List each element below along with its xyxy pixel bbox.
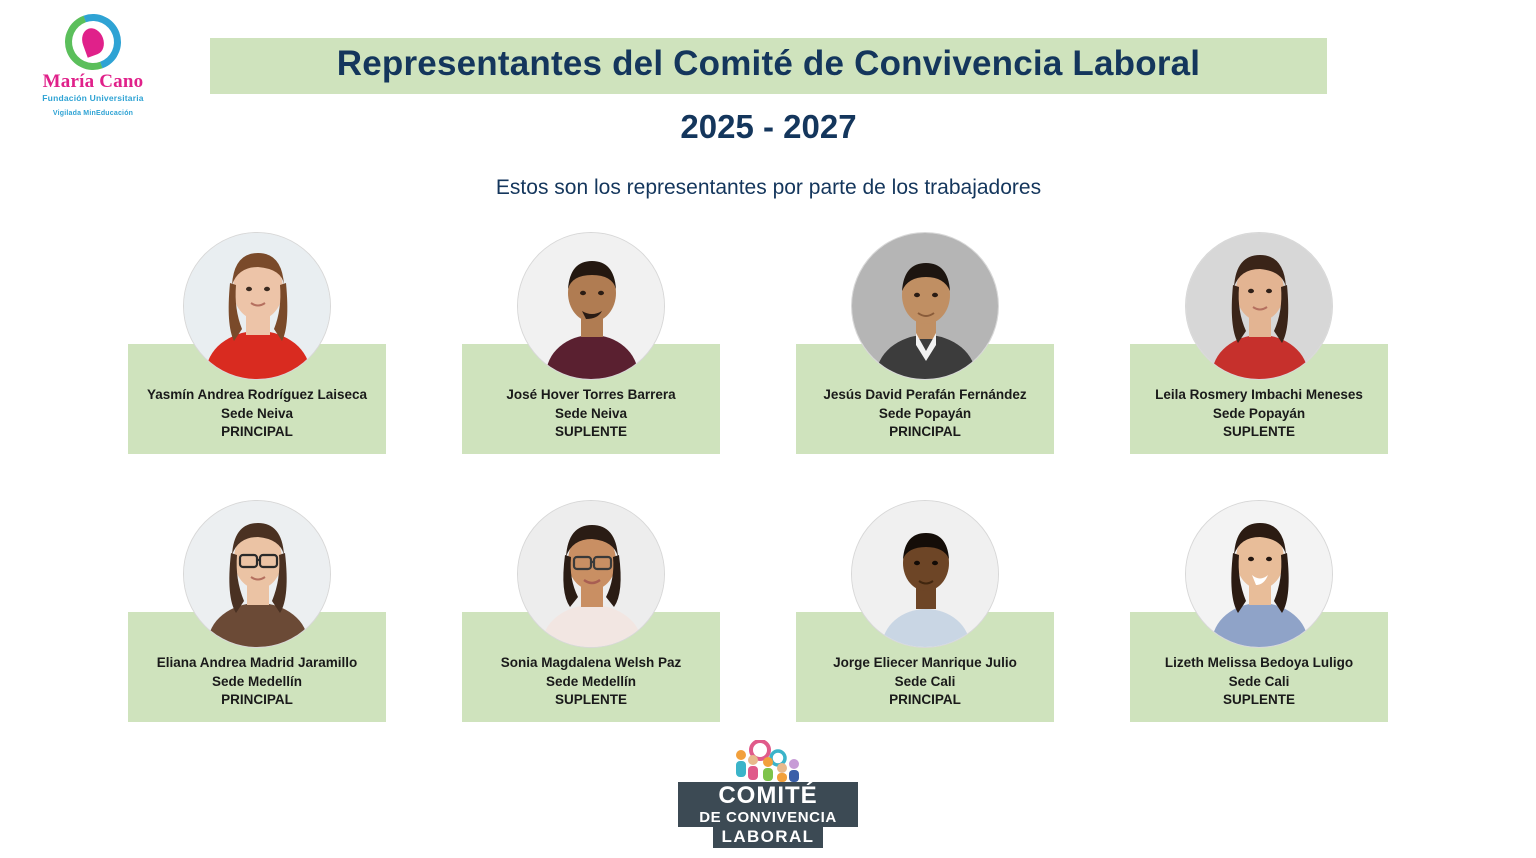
representative-sede: Sede Popayán — [1212, 405, 1306, 421]
footer-line-3: LABORAL — [713, 827, 823, 848]
footer-line-2: DE CONVIVENCIA — [678, 809, 858, 828]
representative-name: Sonia Magdalena Welsh Paz — [500, 654, 682, 670]
people-gears-icon — [678, 740, 858, 782]
portrait-photo — [517, 232, 665, 380]
representative-role: PRINCIPAL — [889, 424, 961, 440]
page-title: Representantes del Comité de Convivencia Laboral — [336, 44, 1201, 83]
representative-name: José Hover Torres Barrera — [506, 387, 676, 402]
page-subtitle: Estos son los representantes por parte de los trabajadores — [495, 176, 1042, 199]
footer-line-1: COMITÉ — [678, 782, 858, 809]
logo-subtitle: Fundación Universitaria — [42, 93, 144, 103]
representatives-row-1 — [128, 232, 1400, 454]
representative-role: SUPLENTE — [1222, 424, 1295, 440]
logo-vigilance-text: Vigilada MinEducación — [52, 110, 134, 117]
representative-sede: Sede Cali — [1228, 673, 1290, 689]
representative-name: Jesús David Perafán Fernández — [823, 387, 1027, 402]
representative-sede: Sede Medellín — [211, 673, 303, 689]
portrait-photo — [183, 500, 331, 648]
portrait-photo — [851, 500, 999, 648]
representative-card — [1130, 500, 1388, 722]
representative-role: SUPLENTE — [554, 424, 627, 440]
representative-role: PRINCIPAL — [221, 424, 293, 440]
representative-sede: Sede Cali — [894, 673, 956, 689]
representative-card — [462, 500, 720, 722]
representative-sede: Sede Medellín — [545, 673, 637, 689]
representative-role: SUPLENTE — [554, 692, 627, 708]
representative-card — [1130, 232, 1388, 454]
representative-card — [128, 500, 386, 722]
portrait-photo — [851, 232, 999, 380]
representative-name: Eliana Andrea Madrid Jaramillo — [156, 654, 358, 670]
committee-logo — [678, 740, 858, 848]
representative-role: SUPLENTE — [1222, 692, 1295, 708]
representative-name: Yasmín Andrea Rodríguez Laiseca — [146, 387, 368, 402]
representatives-grid — [128, 232, 1400, 768]
representative-name: Lizeth Melissa Bedoya Luligo — [1164, 654, 1354, 670]
representative-sede: Sede Neiva — [220, 405, 294, 421]
representative-card — [796, 500, 1054, 722]
logo-mark-icon — [65, 14, 121, 70]
representative-role: PRINCIPAL — [221, 692, 293, 708]
portrait-photo — [1185, 232, 1333, 380]
representatives-row-2 — [128, 500, 1400, 722]
representative-name: Leila Rosmery Imbachi Meneses — [1155, 387, 1363, 402]
representative-card — [462, 232, 720, 454]
title-years: 2025 - 2027 — [680, 108, 857, 145]
representative-sede: Sede Neiva — [554, 405, 628, 421]
representative-card — [128, 232, 386, 454]
representative-card — [796, 232, 1054, 454]
portrait-photo — [517, 500, 665, 648]
representative-sede: Sede Popayán — [878, 405, 972, 421]
logo-name: María Cano — [42, 71, 144, 92]
portrait-photo — [1185, 500, 1333, 648]
institution-logo — [18, 14, 168, 124]
representative-role: PRINCIPAL — [889, 692, 961, 708]
representative-name: Jorge Eliecer Manrique Julio — [833, 654, 1017, 670]
portrait-photo — [183, 232, 331, 380]
